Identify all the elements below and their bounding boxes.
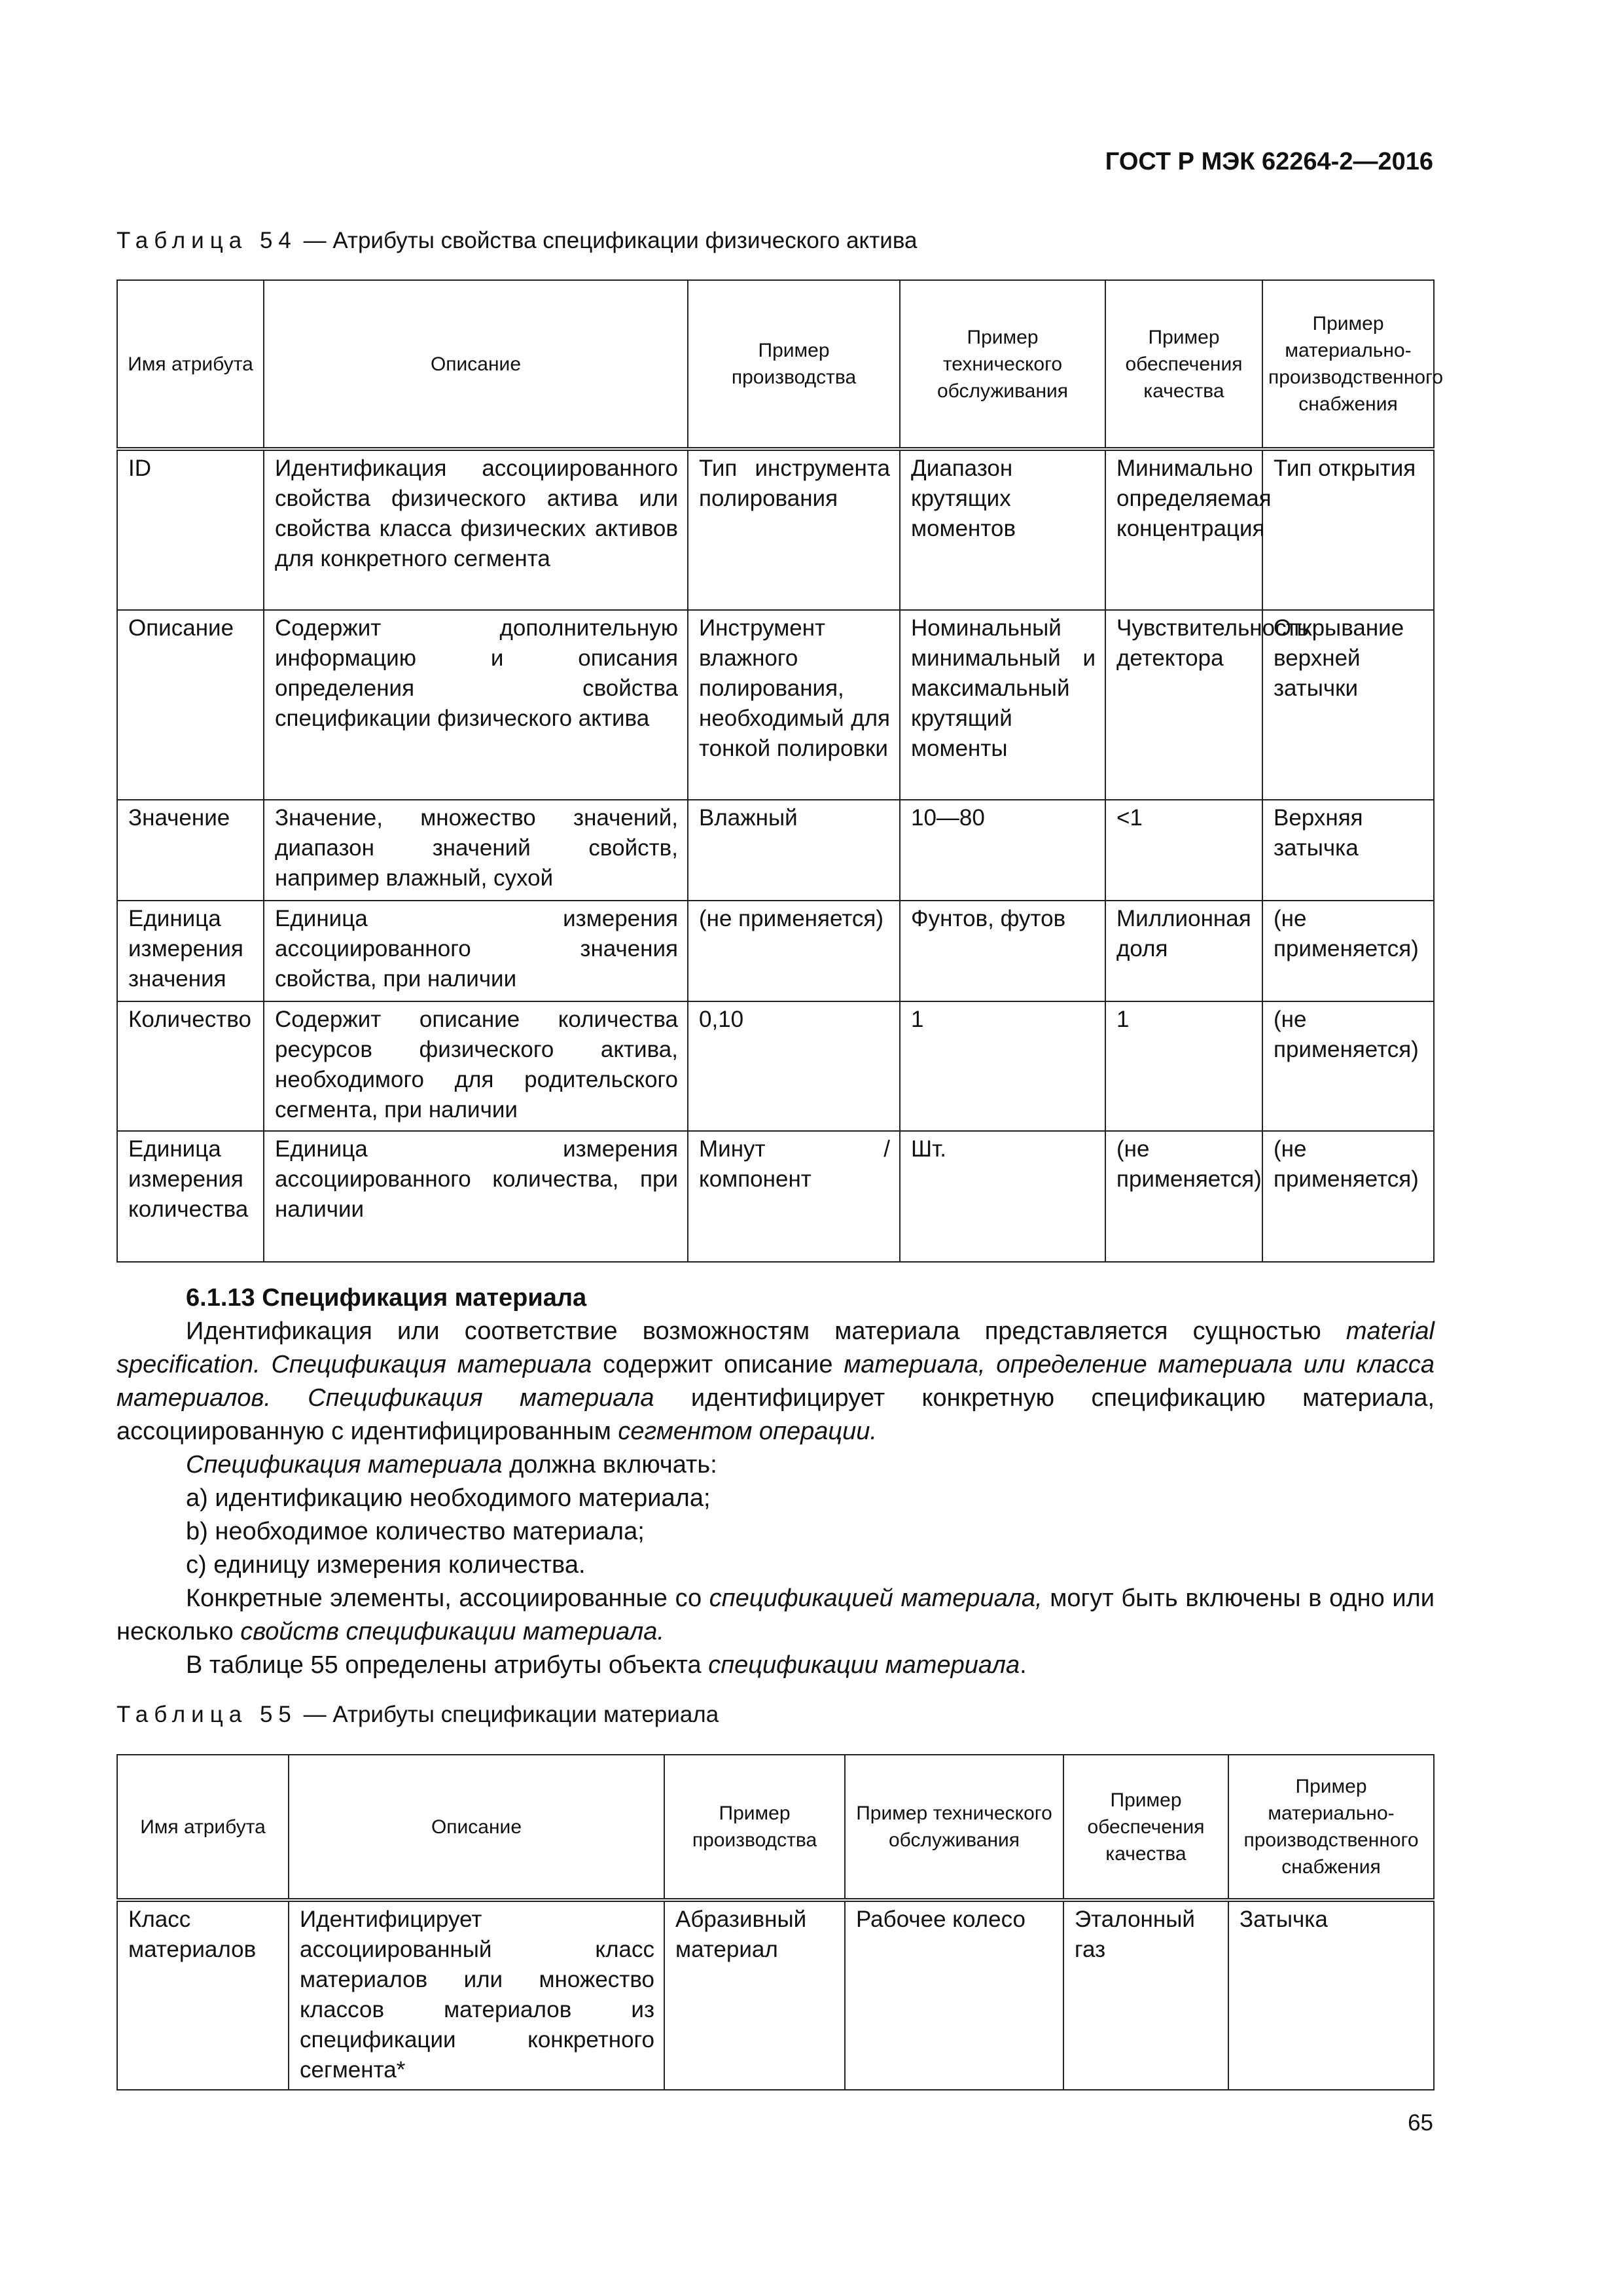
table-cell: Содержит описание количества ресурсов физического актива, необходимого для родительского сегмента, при наличии — [264, 1001, 688, 1131]
table-54-header-cell: Пример материально-производственного снабжения — [1262, 280, 1434, 449]
table-cell: Миллионная доля — [1105, 901, 1262, 1001]
table-row — [117, 901, 1434, 1001]
section-heading: 6.1.13 Спецификация материала — [186, 1284, 587, 1312]
table-cell: Идентификация ассоциированного свойства физического актива или свойства класса физических активов для конкретного сегмента — [264, 449, 688, 610]
table-cell: Фунтов, футов — [900, 901, 1105, 1001]
table-row — [117, 1131, 1434, 1262]
table-cell: Содержит дополнительную информацию и описания определения свойства спецификации физического актива — [264, 610, 688, 800]
table-cell: (не применяется) — [1262, 901, 1434, 1001]
table-cell: (не применяется) — [1105, 1131, 1262, 1262]
table-cell: Шт. — [900, 1131, 1105, 1262]
table-row — [117, 1900, 1434, 2090]
table-55-header-cell: Имя атрибута — [117, 1755, 289, 1900]
text-run: В таблице 55 определены атрибуты объекта — [186, 1651, 709, 1679]
table-55-header-cell: Описание — [289, 1755, 664, 1900]
table-cell: Диапазон крутящих моментов — [900, 449, 1105, 610]
table-cell: Инструмент влажного полирования, необходимый для тонкой полировки — [688, 610, 900, 800]
table-cell: Рабочее колесо — [845, 1900, 1063, 2090]
table-54-header-cell: Имя атрибута — [117, 280, 264, 449]
table-cell: Единица измерения ассоциированного значения свойства, при наличии — [264, 901, 688, 1001]
table-row — [117, 449, 1434, 610]
table-cell: Абразивный материал — [664, 1900, 845, 2090]
table-cell: Затычка — [1228, 1900, 1434, 2090]
table-cell: Открывание верхней затычки — [1262, 610, 1434, 800]
paragraph — [116, 1448, 1435, 1482]
standard-header: ГОСТ Р МЭК 62264-2—2016 — [1105, 148, 1433, 175]
table-54-header-cell: Пример технического обслуживания — [900, 280, 1105, 449]
table-row — [117, 610, 1434, 800]
list-item: c) единицу измерения количества. — [186, 1551, 586, 1579]
table-54-caption — [116, 228, 918, 254]
table-cell: Минут / компонент — [688, 1131, 900, 1262]
table-55-label: Таблица 55 — [116, 1702, 297, 1727]
text-run: Конкретные элементы, ассоциированные со — [186, 1585, 709, 1612]
table-cell: Класс материалов — [117, 1900, 289, 2090]
table-cell: 10—80 — [900, 800, 1105, 901]
table-cell: Эталонный газ — [1063, 1900, 1228, 2090]
table-55-caption — [116, 1702, 719, 1728]
table-cell: Единица измерения количества — [117, 1131, 264, 1262]
page-number: 65 — [1408, 2110, 1433, 2136]
list-item: a) идентификацию необходимого материала; — [186, 1484, 711, 1512]
table-55-header-cell: Пример технического обслуживания — [845, 1755, 1063, 1900]
text-run: содержит описание — [592, 1351, 844, 1378]
table-cell: Идентифицирует ассоциированный класс материалов или множество классов материалов из спецификации конкретного сегмента* — [289, 1900, 664, 2090]
table-cell: Тип открытия — [1262, 449, 1434, 610]
paragraph — [116, 1582, 1435, 1649]
table-54-header-cell: Описание — [264, 280, 688, 449]
table-55-title: — Атрибуты спецификации материала — [303, 1702, 719, 1727]
table-54-label: Таблица 54 — [116, 228, 297, 253]
table-cell: Чувствительность детектора — [1105, 610, 1262, 800]
italic-term: Спецификация материала — [186, 1451, 503, 1479]
section-body — [116, 1282, 1435, 1682]
table-cell: Верхняя затычка — [1262, 800, 1434, 901]
table-cell: ID — [117, 449, 264, 610]
italic-term: спецификацией материала, — [709, 1585, 1043, 1612]
text-run: Идентификация или соответствие возможностям материала представляется сущностью — [186, 1318, 1346, 1345]
table-cell: Влажный — [688, 800, 900, 901]
italic-term: спецификации материала — [708, 1651, 1020, 1679]
table-cell: Единица измерения ассоциированного количества, при наличии — [264, 1131, 688, 1262]
table-cell: (не применяется) — [688, 901, 900, 1001]
italic-term: свойств спецификации материала. — [240, 1618, 664, 1645]
table-cell: 0,10 — [688, 1001, 900, 1131]
italic-term: материала, определение материала или класса материалов. Спецификация материала — [116, 1351, 1435, 1412]
table-cell: Единица измерения значения — [117, 901, 264, 1001]
table-cell: Значение — [117, 800, 264, 901]
text-run: идентифицирует конкретную спецификацию материала, ассоциированную с идентифицированным — [116, 1384, 1435, 1445]
table-row — [117, 1001, 1434, 1131]
table-cell: 1 — [1105, 1001, 1262, 1131]
table-55-header-cell: Пример материально-производственного снабжения — [1228, 1755, 1434, 1900]
table-row — [117, 800, 1434, 901]
table-54 — [116, 279, 1444, 1263]
table-cell: (не применяется) — [1262, 1131, 1434, 1262]
table-cell: Количество — [117, 1001, 264, 1131]
table-cell: 1 — [900, 1001, 1105, 1131]
table-55-header-cell: Пример производства — [664, 1755, 845, 1900]
table-cell: (не применяется) — [1262, 1001, 1434, 1131]
table-55-header-cell: Пример обеспечения качества — [1063, 1755, 1228, 1900]
table-54-header-cell: Пример производства — [688, 280, 900, 449]
table-cell: Описание — [117, 610, 264, 800]
table-cell: Тип инструмента полирования — [688, 449, 900, 610]
table-cell: <1 — [1105, 800, 1262, 901]
italic-term: сегментом операции. — [618, 1418, 877, 1445]
italic-term: material specification. Спецификация материала — [116, 1318, 1435, 1378]
list-item: b) необходимое количество материала; — [186, 1518, 645, 1545]
paragraph — [116, 1649, 1435, 1682]
paragraph — [116, 1315, 1435, 1448]
text-run: должна включать: — [502, 1451, 717, 1479]
text-run: могут быть включены в одно или несколько — [116, 1585, 1435, 1645]
table-54-title: — Атрибуты свойства спецификации физического актива — [303, 228, 918, 253]
table-55 — [116, 1754, 1435, 2090]
table-cell: Номинальный минимальный и максимальный крутящий моменты — [900, 610, 1105, 800]
text-run: . — [1020, 1651, 1027, 1679]
table-54-header-cell: Пример обеспечения качества — [1105, 280, 1262, 449]
table-cell: Значение, множество значений, диапазон значений свойств, например влажный, сухой — [264, 800, 688, 901]
table-cell: Минимально определяемая концентрация — [1105, 449, 1262, 610]
